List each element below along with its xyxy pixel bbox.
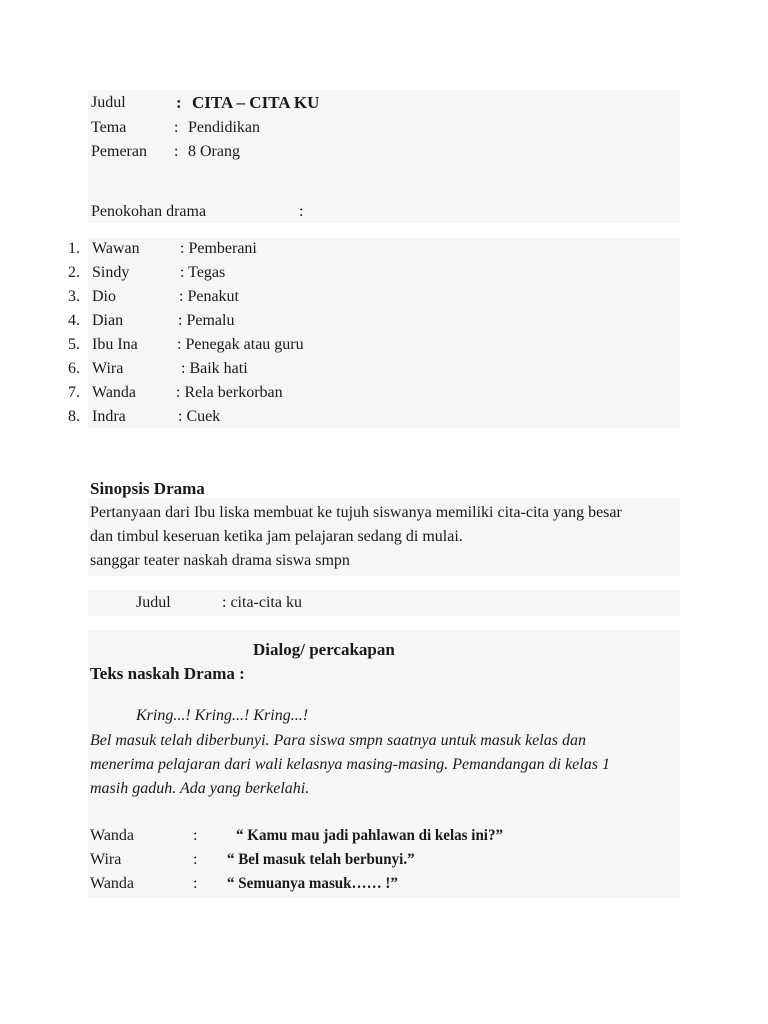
pemeran-sep: : [174, 143, 179, 160]
tema-label: Tema [91, 119, 127, 136]
pemeran-value: 8 Orang [188, 143, 240, 160]
list-item-number: 6. [68, 360, 80, 377]
narration-line: masih gaduh. Ada yang berkelahi. [90, 780, 310, 797]
judul-sep: : [176, 93, 182, 112]
dialog-text: “ Semuanya masuk…… !” [227, 875, 398, 892]
list-item-number: 8. [68, 408, 80, 425]
tema-value: Pendidikan [188, 119, 260, 136]
judul2-block-bg [88, 590, 680, 616]
character-trait: : Cuek [178, 408, 221, 425]
penokohan-sep: : [299, 203, 304, 220]
tema-sep: : [174, 119, 179, 136]
character-trait: : Rela berkorban [176, 384, 283, 401]
character-trait: : Baik hati [181, 360, 248, 377]
character-name: Wanda [92, 384, 137, 401]
character-trait: : Pemalu [178, 312, 235, 329]
list-item-number: 7. [68, 384, 80, 401]
character-trait: : Penakut [179, 288, 239, 305]
judul2-value: : cita-cita ku [222, 594, 302, 611]
list-item-number: 4. [68, 312, 80, 329]
sinopsis-title: Sinopsis Drama [90, 479, 205, 498]
character-name: Wira [92, 360, 124, 377]
character-trait: : Pemberani [180, 240, 257, 257]
character-trait: : Penegak atau guru [177, 336, 304, 353]
character-name: Dio [92, 288, 116, 305]
character-name: Dian [92, 312, 124, 329]
narration-line: Bel masuk telah diberbunyi. Para siswa smpn saatnya untuk masuk kelas dan [90, 732, 586, 749]
list-item-number: 5. [68, 336, 80, 353]
dialog-text: “ Kamu mau jadi pahlawan di kelas ini?” [236, 827, 504, 844]
dialog-sep: : [193, 875, 198, 892]
character-trait: : Tegas [180, 264, 226, 281]
character-name: Wawan [92, 240, 140, 257]
sinopsis-line: sanggar teater naskah drama siswa smpn [90, 552, 350, 569]
judul2-label: Judul [136, 594, 171, 611]
judul-value: CITA – CITA KU [192, 93, 320, 112]
dialog-speaker: Wira [90, 851, 122, 868]
dialog-speaker: Wanda [90, 827, 135, 844]
teks-heading: Teks naskah Drama : [90, 664, 245, 683]
penokohan-label: Penokohan drama [91, 203, 207, 220]
dialog-heading: Dialog/ percakapan [253, 640, 395, 659]
list-item-number: 2. [68, 264, 80, 281]
dialog-sep: : [193, 851, 198, 868]
list-item-number: 1. [68, 240, 80, 257]
list-item-number: 3. [68, 288, 80, 305]
dialog-sep: : [193, 827, 198, 844]
dialog-text: “ Bel masuk telah berbunyi.” [227, 851, 415, 868]
character-name: Sindy [92, 264, 130, 281]
judul-label: Judul [91, 94, 126, 111]
character-name: Ibu Ina [92, 336, 138, 353]
sinopsis-line: dan timbul keseruan ketika jam pelajaran sedang di mulai. [90, 528, 463, 545]
character-name: Indra [92, 408, 126, 425]
pemeran-label: Pemeran [91, 143, 147, 160]
dialog-speaker: Wanda [90, 875, 135, 892]
narration-line: menerima pelajaran dari wali kelasnya masing-masing. Pemandangan di kelas 1 [90, 756, 610, 773]
kring-line: Kring...! Kring...! Kring...! [136, 707, 309, 724]
sinopsis-line: Pertanyaan dari Ibu liska membuat ke tujuh siswanya memiliki cita-cita yang besar [90, 504, 622, 521]
